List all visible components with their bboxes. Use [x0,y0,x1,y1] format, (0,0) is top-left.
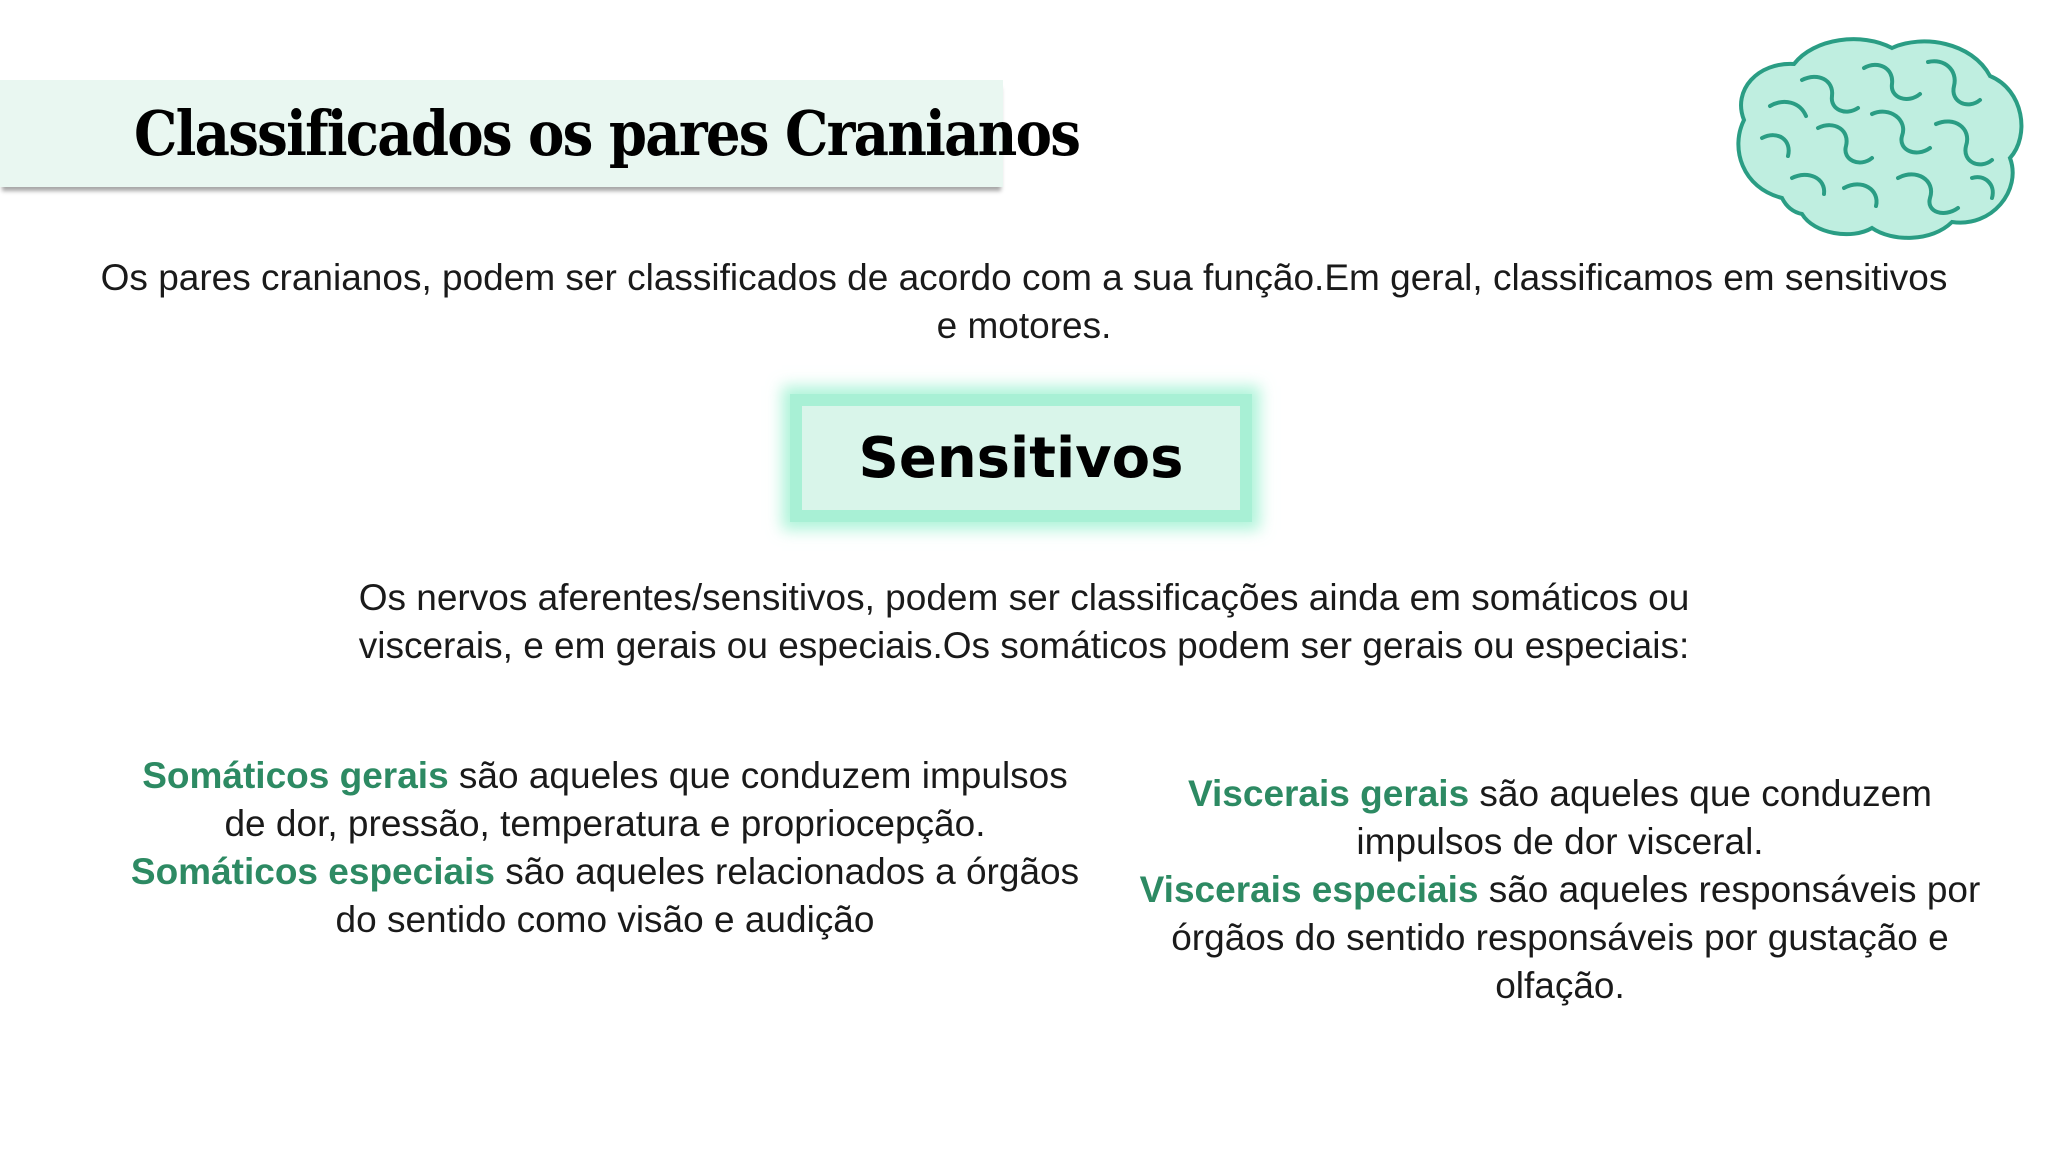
visceral-column [1110,770,2010,1010]
visceral-special-term: Viscerais especiais [1139,869,1479,910]
brain-icon [1722,28,2030,248]
somatic-special-term: Somáticos especiais [130,851,495,892]
somatic-special-block [130,848,1080,944]
visceral-general-term: Viscerais gerais [1188,773,1470,814]
visceral-general-text: são aqueles que conduzem impulsos de dor visceral. [1356,773,1932,862]
section-box-sensitivos [790,394,1252,522]
somatic-general-block [130,752,1080,848]
visceral-general-block [1110,770,2010,866]
somatic-general-text: são aqueles que conduzem impulsos de dor, pressão, temperatura e propriocepção. [224,755,1068,844]
somatic-special-text: são aqueles relacionados a órgãos do sentido como visão e audição [335,851,1080,940]
visceral-special-text: são aqueles responsáveis por órgãos do sentido responsáveis por gustação e olfação. [1171,869,1981,1006]
intro-paragraph: Os pares cranianos, podem ser classificados de acordo com a sua função.Em geral, classificamos em sensitivos e motores. [100,257,1948,346]
visceral-special-block [1110,866,2010,1010]
somatic-column [130,752,1080,944]
section-title: Sensitivos [858,425,1184,491]
afferent-paragraph: Os nervos aferentes/sensitivos, podem ser classificações ainda em somáticos ou viscerais, e em gerais ou especiais.Os somáticos podem ser gerais ou especiais: [358,577,1690,666]
somatic-general-term: Somáticos gerais [142,755,449,796]
page-title: Classificados os pares Cranianos [134,97,1080,170]
